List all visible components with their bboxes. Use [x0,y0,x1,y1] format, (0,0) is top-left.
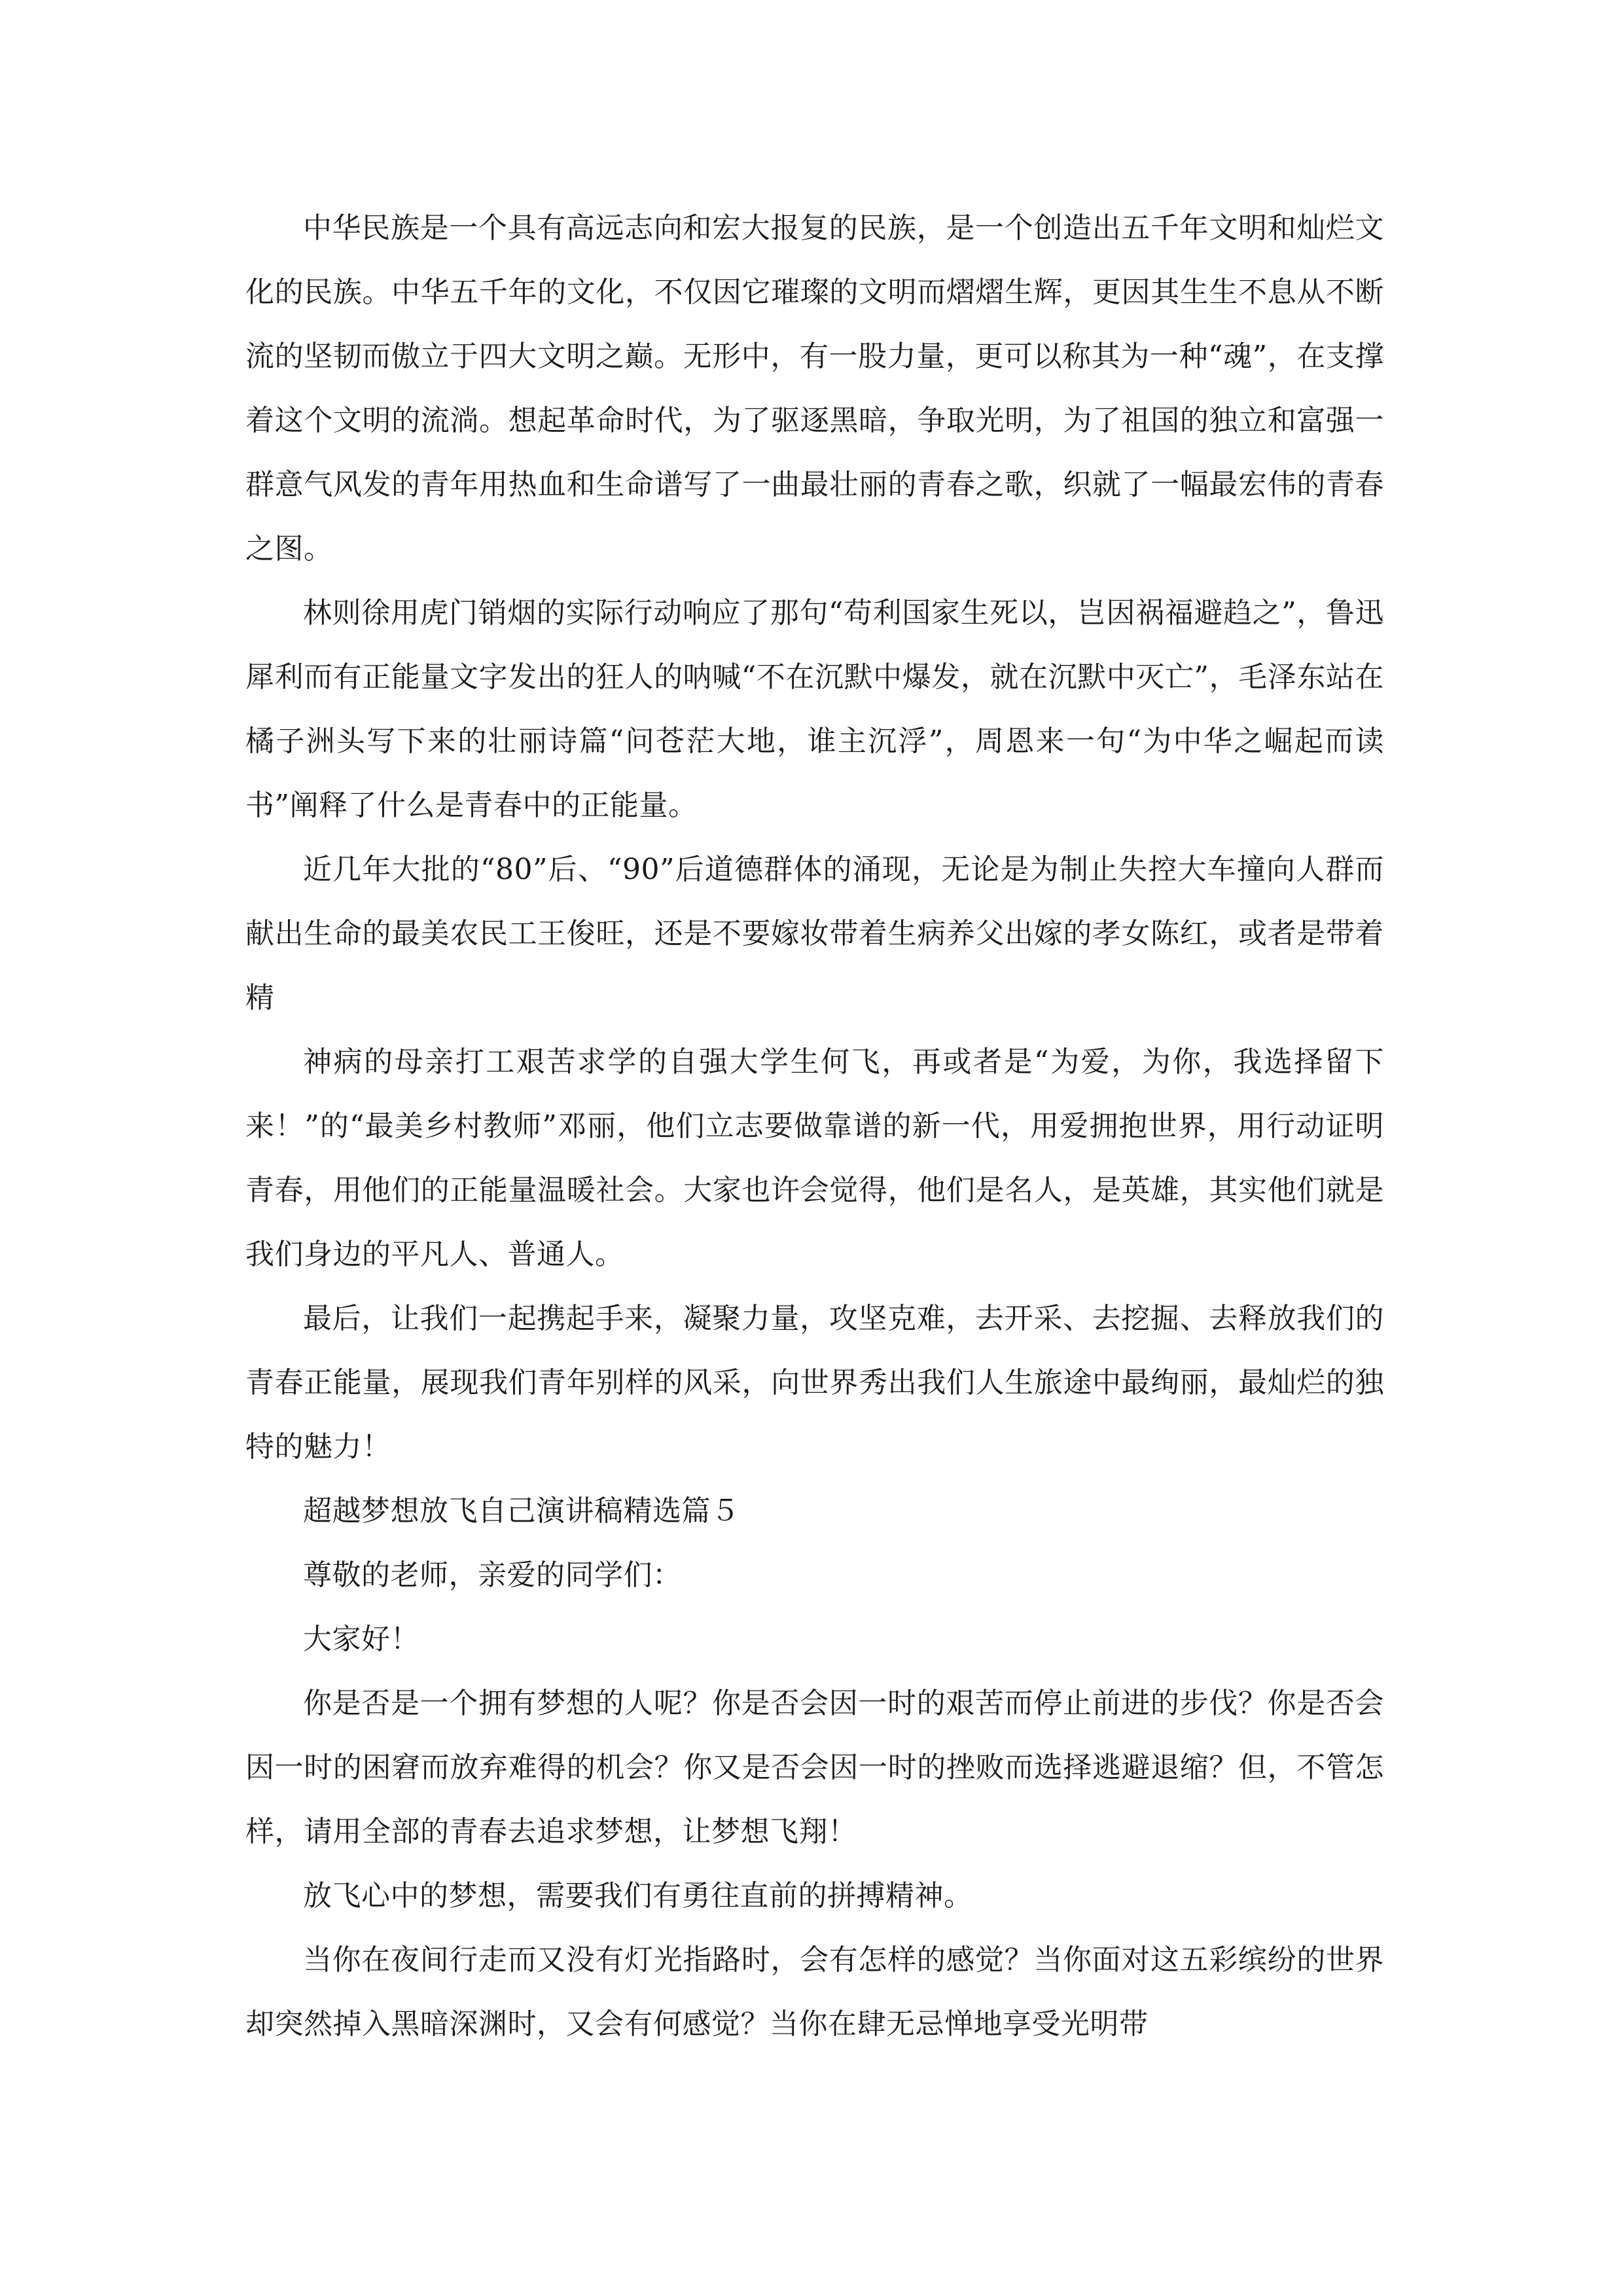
salutation: 尊敬的老师，亲爱的同学们： [303,1558,682,1592]
section-heading: 超越梦想放飞自己演讲稿精选篇５ [303,1494,740,1528]
paragraph-6: 你是否是一个拥有梦想的人呢？你是否会因一时的艰苦而停止前进的步伐？你是否会因一时的困窘而放弃难得的机会？你又是否会因一时的挫败而选择逃避退缩？但，不管怎样，请用全部的青春去追求梦想，让梦想飞翔！ [245,1687,1384,1848]
paragraph-3: 近几年大批的“80”后、“90”后道德群体的涌现，无论是为制止失控大车撞向人群而献出生命的最美农民工王俊旺，还是不要嫁妆带着生病养父出嫁的孝女陈红，或者是带着精 [245,853,1384,1014]
paragraph-5: 最后，让我们一起携起手来，凝聚力量，攻坚克难，去开采、去挖掘、去释放我们的青春正能量，展现我们青年别样的风采，向世界秀出我们人生旅途中最绚丽，最灿烂的独特的魅力！ [245,1302,1384,1463]
paragraph-8: 当你在夜间行走而又没有灯光指路时，会有怎样的感觉？当你面对这五彩缤纷的世界却突然掉入黑暗深渊时，又会有何感觉？当你在肆无忌惮地享受光明带 [245,1943,1384,2041]
greeting: 大家好！ [303,1623,419,1656]
paragraph-4: 神病的母亲打工艰苦求学的自强大学生何飞，再或者是“为爱，为你，我选择留下来！”的“最美乡村教师”邓丽，他们立志要做靠谱的新一代，用爱拥抱世界，用行动证明青春，用他们的正能量温暖社会。大家也许会觉得，他们是名人，是英雄，其实他们就是我们身边的平凡人、普通人。 [245,1045,1384,1271]
document-body [245,196,1384,2056]
paragraph-7: 放飞心中的梦想，需要我们有勇往直前的拼搏精神。 [303,1879,973,1912]
paragraph-1: 中华民族是一个具有高远志向和宏大报复的民族，是一个创造出五千年文明和灿烂文化的民族。中华五千年的文化，不仅因它璀璨的文明而熠熠生辉，更因其生生不息从不断流的坚韧而傲立于四大文明之巅。无形中，有一股力量，更可以称其为一种“魂”，在支撑着这个文明的流淌。想起革命时代，为了驱逐黑暗，争取光明，为了祖国的独立和富强一群意气风发的青年用热血和生命谱写了一曲最壮丽的青春之歌，织就了一幅最宏伟的青春之图。 [245,211,1384,565]
paragraph-2: 林则徐用虎门销烟的实际行动响应了那句“苟利国家生死以，岂因祸福避趋之”，鲁迅犀利而有正能量文字发出的狂人的呐喊“不在沉默中爆发，就在沉默中灭亡”，毛泽东站在橘子洲头写下来的壮丽诗篇“问苍茫大地，谁主沉浮”，周恩来一句“为中华之崛起而读书”阐释了什么是青春中的正能量。 [245,596,1384,822]
